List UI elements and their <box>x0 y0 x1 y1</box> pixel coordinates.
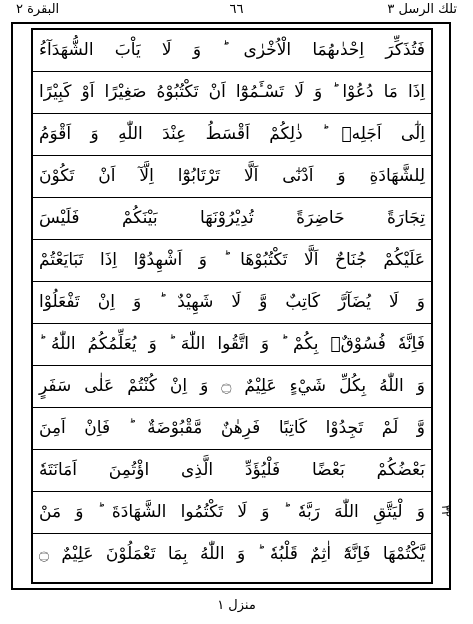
page-number: ٦٦ <box>229 2 244 17</box>
text-line-13: يَّكْتُمْهَا فَاِنَّهٗٓ اٰثِمٌ قَلْبُهٗ ؕ وَ اللّٰهُ بِمَا تَعْمَلُوْنَ عَلِيْمٌ ۝ <box>39 544 425 564</box>
text-line-8: فَاِنَّهٗ فُسُوْقٌۢ بِكُمْ ؕ وَ اتَّقُوا اللّٰهَ ؕ وَ يُعَلِّمُكُمُ اللّٰهُ ؕ <box>33 324 431 366</box>
text-line-1: فَتُذَكِّرَ اِحْدٰىهُمَا الْاُخْرٰى ؕ وَ لَا يَاْبَ الشُّهَدَآءُ <box>33 30 431 72</box>
text-line-6: عَلَيْكُمْ جُنَاحٌ اَلَّا تَكْتُبُوْهَا ؕ وَ اَشْهِدُوْٓا اِذَا تَبَايَعْتُمْ <box>33 240 431 282</box>
verse-text-block <box>33 30 431 582</box>
text-line-11: بَعْضُكُمْ بَعْضًا فَلْيُؤَدِّ الَّذِى اؤْتُمِنَ اَمَانَتَهٗ <box>33 450 431 492</box>
manzil-footer: منزل ١ <box>217 598 256 613</box>
margin-note: ٣٢ <box>439 505 452 517</box>
text-line-12: وَ لْيَتَّقِ اللّٰهَ رَبَّهٗ ؕ وَ لَا تَكْتُمُوا الشَّهَادَةَ ؕ وَ مَنْ <box>33 492 431 534</box>
text-line-4: لِلشَّهَادَةِ وَ اَدْنٰٓى اَلَّا تَرْتَابُوْٓا اِلَّآ اَنْ تَكُوْنَ <box>33 156 431 198</box>
text-line-9: وَ اللّٰهُ بِكُلِّ شَيْءٍ عَلِيْمٌ ۝ وَ اِنْ كُنْتُمْ عَلٰى سَفَرٍ <box>33 366 431 408</box>
text-line-10: وَّ لَمْ تَجِدُوْا كَاتِبًا فَرِهٰنٌ مَّقْبُوْضَةٌ ؕ فَاِنْ اَمِنَ <box>33 408 431 450</box>
text-line-5: تِجَارَةً حَاضِرَةً تُدِيْرُوْنَهَا بَيْنَكُمْ فَلَيْسَ <box>33 198 431 240</box>
text-line-7: وَ لَا يُضَآرَّ كَاتِبٌ وَّ لَا شَهِيْدٌ ؕ وَ اِنْ تَفْعَلُوْا <box>33 282 431 324</box>
surah-name: البقرة ٢ <box>16 2 60 17</box>
juz-name: تلك الرسل ٣ <box>387 2 457 17</box>
text-line-3: اِلٰٓى اَجَلِهٖ ؕ ذٰلِكُمْ اَقْسَطُ عِنْدَ اللّٰهِ وَ اَقْوَمُ <box>33 114 431 156</box>
text-line-2: اِذَا مَا دُعُوْا ؕ وَ لَا تَسْـَٔمُوْٓا اَنْ تَكْتُبُوْهُ صَغِيْرًا اَوْ كَبِيْرًا <box>33 72 431 114</box>
